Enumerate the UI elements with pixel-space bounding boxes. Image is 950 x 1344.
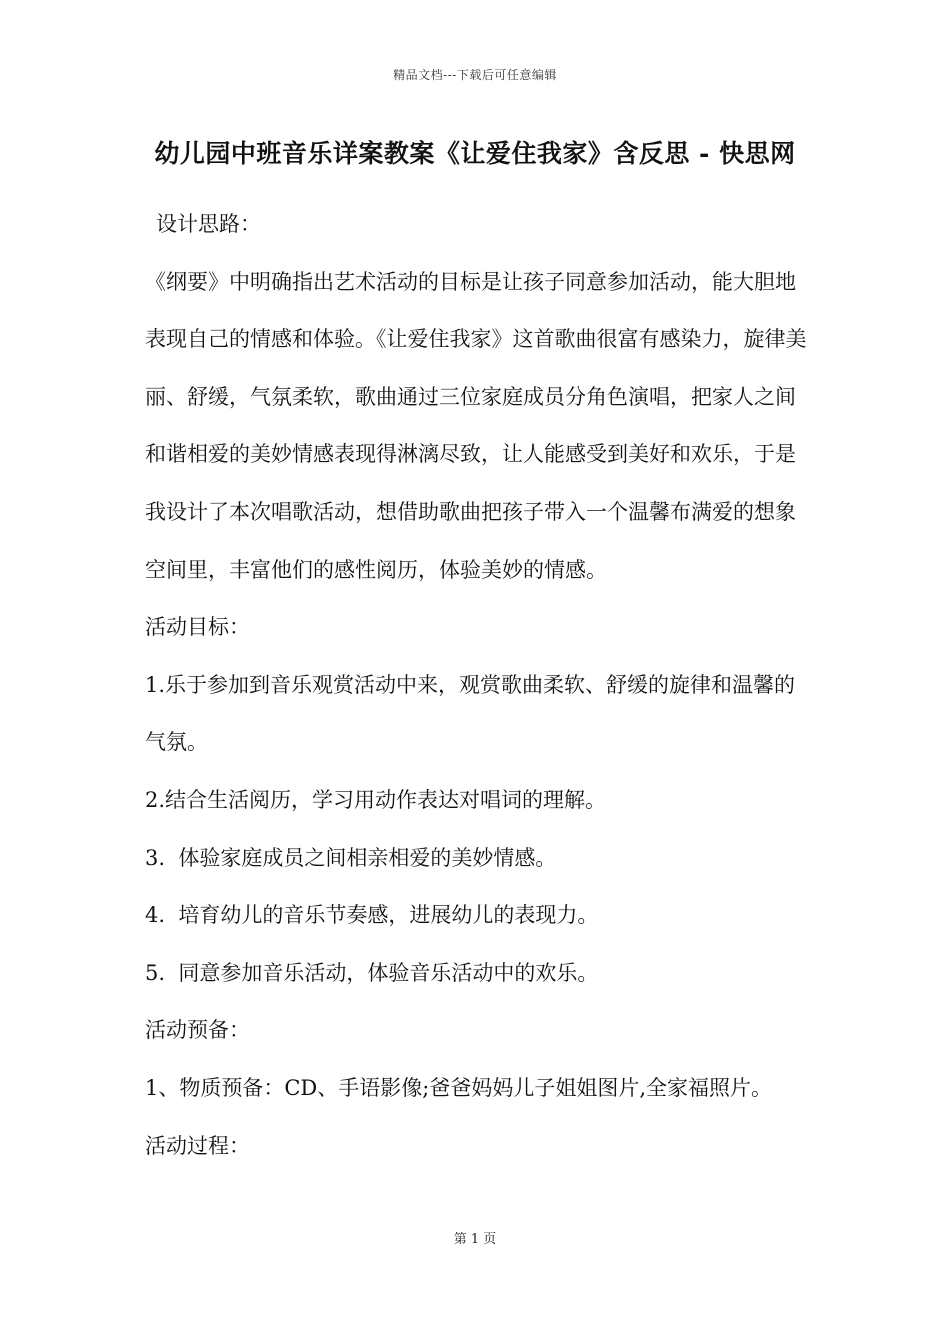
document-body <box>145 196 810 1175</box>
paragraph-prep-1: 1、物质预备：CD、手语影像;爸爸妈妈儿子姐姐图片,全家福照片。 <box>145 1075 773 1100</box>
paragraph-prep-heading: 活动预备： <box>145 1018 250 1043</box>
paragraph-design-text: 《纲要》中明确指出艺术活动的目标是让孩子同意参加活动，能大胆地表现自己的情感和体验。《让爱住我家》这首歌曲很富有感染力，旋律美丽、舒缓，气氛柔软，歌曲通过三位家庭成员分角色演唱，把家人之间和谐相爱的美妙情感表现得淋漓尽致，让人能感受到美好和欢乐，于是我设计了本次唱歌活动，想借助歌曲把孩子带入一个温馨布满爱的想象空间里，丰富他们的感性阅历，体验美妙的情感。 <box>145 269 807 582</box>
paragraph-design-heading: 设计思路： <box>156 212 261 236</box>
paragraph-goal-1: 1.乐于参加到音乐观赏活动中来，观赏歌曲柔软、舒缓的旋律和温馨的气氛。 <box>145 672 796 755</box>
paragraph-goal-5: 5. 同意参加音乐活动，体验音乐活动中的欢乐。 <box>145 960 599 985</box>
paragraph-goal-3: 3. 体验家庭成员之间相亲相爱的美妙情感。 <box>145 845 557 870</box>
paragraph-process-heading: 活动过程： <box>145 1133 250 1158</box>
paragraph-goal-2: 2.结合生活阅历，学习用动作表达对唱词的理解。 <box>145 787 607 812</box>
page-number: 第 1 页 <box>453 1232 497 1247</box>
paragraph-goals-heading: 活动目标： <box>145 615 250 640</box>
document-title: 幼儿园中班音乐详案教案《让爱住我家》含反思 - 快思网 <box>154 139 796 168</box>
page-header: 精品文档---下载后可任意编辑 <box>393 68 557 82</box>
paragraph-goal-4: 4. 培育幼儿的音乐节奏感，进展幼儿的表现力。 <box>145 903 599 928</box>
